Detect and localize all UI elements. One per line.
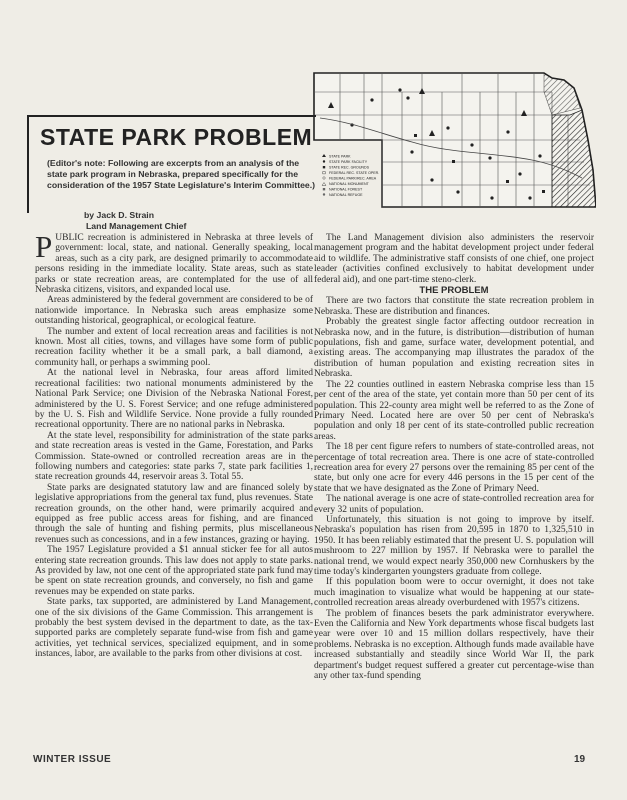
paragraph: PUBLIC recreation is administered in Nebraska at three levels of government: local, state, and national. Generally speaking, local areas, such as a city park, are designed primarily to accommodate persons residing in the immediate locality. State areas, such as state parks or state recreation areas, are contemplated for the use of all Nebraska citizens, visitors, and expanded local use. [35, 229, 313, 296]
legend-item: STATE PARK [329, 154, 351, 159]
paragraph: At the state level, responsibility for administration of the state parks and state recreation areas is vested in the Game, Forestation, and Parks Commission. State-owned or controlled recreation areas are in the following numbers and categories: state parks 7, state park facilities 1, state recreation grounds 44, reservoir areas 3. Total 55. [35, 430, 313, 483]
page-number: 19 [574, 754, 586, 765]
legend-item: STATE REC. GROUNDS [329, 165, 369, 170]
legend-item: FEDERAL REC. STATE OPER. [329, 171, 380, 175]
paragraph: Probably the greatest single factor affecting outdoor recreation in Nebraska now, and in the future, is distribution—distribution of human populations, fish and game, surface water, development potential, and existing areas. The accompanying map illustrates the paradox of the distribution of human population and existing recreation sites in Nebraska. [314, 317, 594, 380]
section-heading: THE PROBLEM [419, 285, 489, 297]
article-title: STATE PARK PROBLEM [40, 124, 313, 150]
paragraph: If this population boom were to occur overnight, it does not take much imagination to visualize what would be happening at our state-controlled recreation areas already overburdened with 1957's citizens. [314, 577, 594, 609]
legend-item: STATE PARK FACILITY [329, 160, 368, 164]
drop-cap: P [35, 229, 53, 264]
byline [84, 210, 304, 232]
right-column [314, 233, 594, 681]
legend-item: NATIONAL REFUGE [329, 193, 363, 197]
paragraph: There are two factors that constitute the state recreation problem in Nebraska. These are distribution and finances. [314, 296, 594, 317]
paragraph: The 1957 Legislature provided a $1 annual sticker fee for all autos entering state recreation grounds. This law does not apply to state parks. As provided by law, not one cent of the appropriated state park fund may be spent on state recreation grounds, and conversely, no fish and game revenues may be expended on state parks. [35, 545, 313, 597]
paragraph: The number and extent of local recreation areas and facilities is not known. Most all cities, towns, and villages have some form of public recreation facility whether it be a small park, a ball diamond, a community hall, or perhaps a swimming pool. [35, 326, 313, 368]
paragraph: The national average is one acre of state-controlled recreation area for every 32 units of population. [314, 494, 594, 515]
paragraph: State parks, tax supported, are administered by Land Management, one of the six divisions of the Game Commission. This arrangement is probably the best system devised in the department to date, as the tax-supported parks are completely separate fund-wise from fish and game activities, yet technical services, specialized equipment, and in some instances, labor, are available to the parks from other divisions at cost. [35, 597, 313, 660]
map-legend [322, 154, 379, 197]
paragraph: The 18 per cent figure refers to numbers of state-controlled areas, not percentage of total recreation area. There is one acre of state-controlled recreation area for every 27 persons over the remaining 85 per cent of the state, but only one acre for every 446 persons in the 15 per cent of the state that we have designated as the Zone of Primary Need. [314, 442, 594, 494]
left-column [35, 229, 313, 660]
paragraph: Areas administered by the federal government are considered to be of nationwide importance. In Nebraska such areas emphasize some outstanding historical, geographical, or ecological feature. [35, 295, 313, 327]
paragraph: The Land Management division also administers the reservoir management program and the habitat development project under federal aid to wildlife. The administrative staff consists of one chief, one project leader (activities confined exclusively to habitat development under federal aid), and one part-time steno-clerk. [314, 233, 594, 285]
nebraska-map [312, 70, 596, 208]
legend-item: NATIONAL FOREST [329, 187, 363, 192]
zone-of-primary-need [552, 110, 596, 207]
paragraph: The problem of finances besets the park administrator everywhere. Even the California and New York departments whose fiscal budgets last year were over 10 and 15 million dollars respectively, have their problems. Nebraska is no exception. Although funds made available have increased substantially and steadily since World War II, the park department's budget request suffered a greater cut percentage-wise than any other tax-fund spending [314, 608, 594, 682]
legend-item: FEDERAL PARK/REC. AREA [329, 176, 377, 181]
paragraph: State parks are designated statutory law and are financed solely by legislative appropriations from the general tax fund, plus revenues. State recreation grounds, on the other hand, were primarily acquired and equipped as free public access areas for fishing, and are financed through the sale of hunting and fishing permits, plus miscellaneous revenues such as concessions, and in a few instances, grazing or haying. [35, 482, 313, 545]
paragraph: The 22 counties outlined in eastern Nebraska comprise less than 15 per cent of the area of the state, yet contain more than 50 per cent of its population. This 22-county area might well be referred to as the Zone of Primary Need. Located here are over 50 per cent of Nebraska's population and only 18 per cent of its state-controlled public recreation areas. [314, 379, 594, 442]
paragraph: At the national level in Nebraska, four areas afford limited recreational facilities: two national monuments administered by the National Park Service; one Division of the Nebraska National Forest, administered by the U. S. Forest Service; and one refuge administered by the U. S. Fish and Wildlife Service. None provide a fully rounded recreational opportunity. There are no national parks in Nebraska. [35, 368, 313, 431]
paragraph: Unfortunately, this situation is not going to improve by itself. Nebraska's population has risen from 20,595 in 1870 to 1,325,510 in 1950. It has been reliably estimated that the present U. S. population will mushroom to 227 million by 1957. If Nebraska were to parallel the national trend, we would expect nearly 350,000 new Cornhuskers by the time today's kindergarten youngsters graduate from college. [314, 514, 594, 577]
legend-item: NATIONAL MONUMENT [329, 182, 369, 186]
byline-role: Land Management Chief [86, 221, 187, 231]
byline-author: by Jack D. Strain [84, 210, 155, 220]
editor-note: (Editor's note: Following are excerpts from an analysis of the state park program in Nebraska, prepared specifically for the consideration of the 1957 State Legislature's Interim Committee.) [47, 158, 316, 190]
issue-label: WINTER ISSUE [33, 754, 112, 765]
